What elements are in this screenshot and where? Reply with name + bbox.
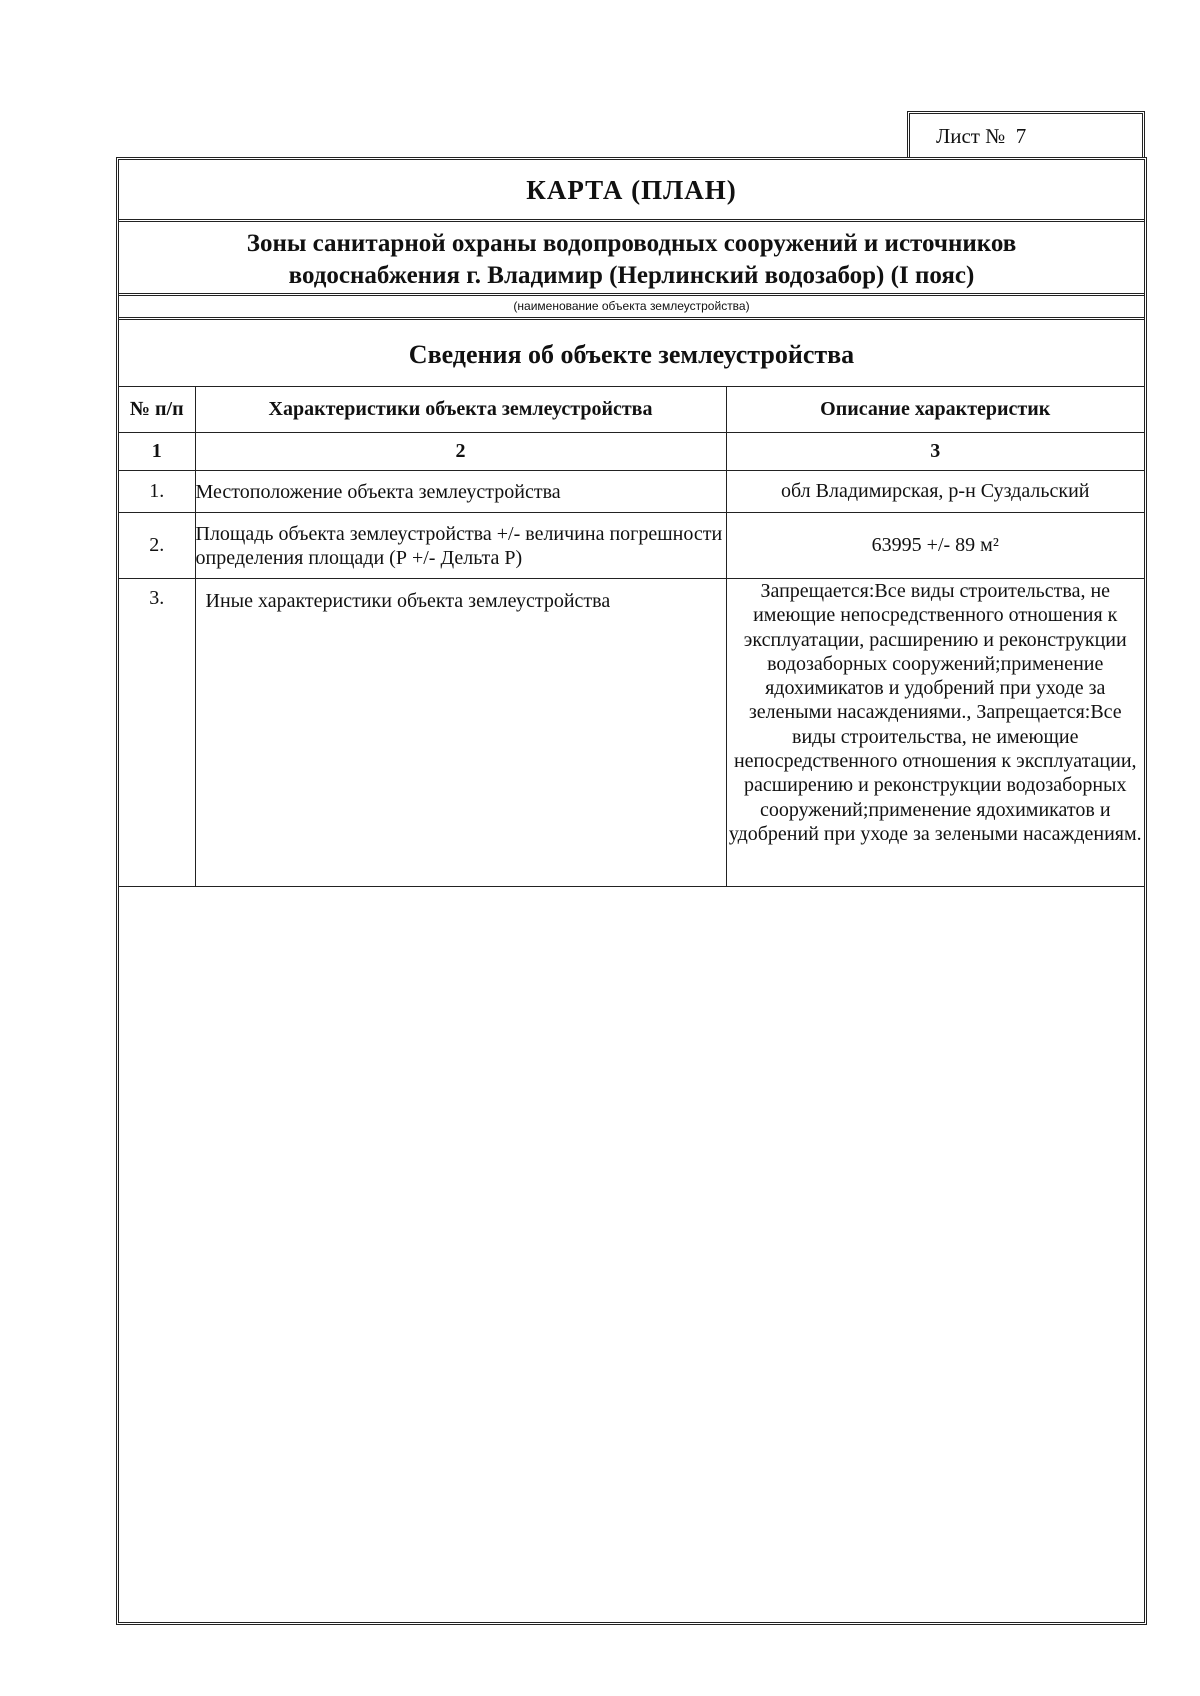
header-description: Описание характеристик: [726, 387, 1144, 433]
document-frame: [116, 157, 1147, 1625]
header-number: № п/п: [119, 387, 195, 433]
header-characteristic: Характеристики объекта землеустройства: [195, 387, 726, 433]
row-description: Запрещается:Все виды строительства, не имеющие непосредственного отношения к эксплуатации, расширению и реконструкции водозаборных сооружений;применение ядохимикатов и удобрений при уходе за зелеными насаждениями., Запрещается:Все виды строительства, не имеющие непосредственного отношения к эксплуатации, расширению и реконструкции водозаборных сооружений;применение ядохимикатов и удобрений при уходе за зелеными насаждениям.: [726, 579, 1144, 887]
section-title: Сведения об объекте землеустройства: [119, 320, 1144, 387]
row-characteristic: Местоположение объекта землеустройства: [195, 471, 726, 513]
object-name-line1: Зоны санитарной охраны водопроводных сооружений и источников: [246, 230, 1017, 257]
document-title: КАРТА (ПЛАН): [119, 160, 1144, 222]
table-header-row: [119, 387, 1144, 433]
characteristics-table: [119, 387, 1144, 887]
sheet-number-box: [907, 111, 1145, 157]
object-name: [119, 222, 1144, 296]
table-row: [119, 513, 1144, 579]
sheet-label: Лист №: [936, 124, 1006, 148]
table-index-row: [119, 433, 1144, 471]
row-characteristic: Площадь объекта землеустройства +/- величина погрешности определения площади (Р +/- Дельта Р): [195, 513, 726, 579]
row-characteristic: Иные характеристики объекта землеустройства: [195, 579, 726, 887]
row-number: 2.: [119, 513, 195, 579]
sheet-number: 7: [1015, 124, 1027, 148]
row-number: 1.: [119, 471, 195, 513]
row-number: 3.: [119, 579, 195, 887]
table-row: [119, 471, 1144, 513]
index-cell: 2: [195, 433, 726, 471]
row-description: 63995 +/- 89 м²: [726, 513, 1144, 579]
table-row: [119, 579, 1144, 887]
index-cell: 1: [119, 433, 195, 471]
object-name-caption: (наименование объекта землеустройства): [119, 296, 1144, 320]
object-name-line2: водоснабжения г. Владимир (Нерлинский водозабор) (I пояс): [288, 262, 975, 289]
row-description: обл Владимирская, р-н Суздальский: [726, 471, 1144, 513]
index-cell: 3: [726, 433, 1144, 471]
